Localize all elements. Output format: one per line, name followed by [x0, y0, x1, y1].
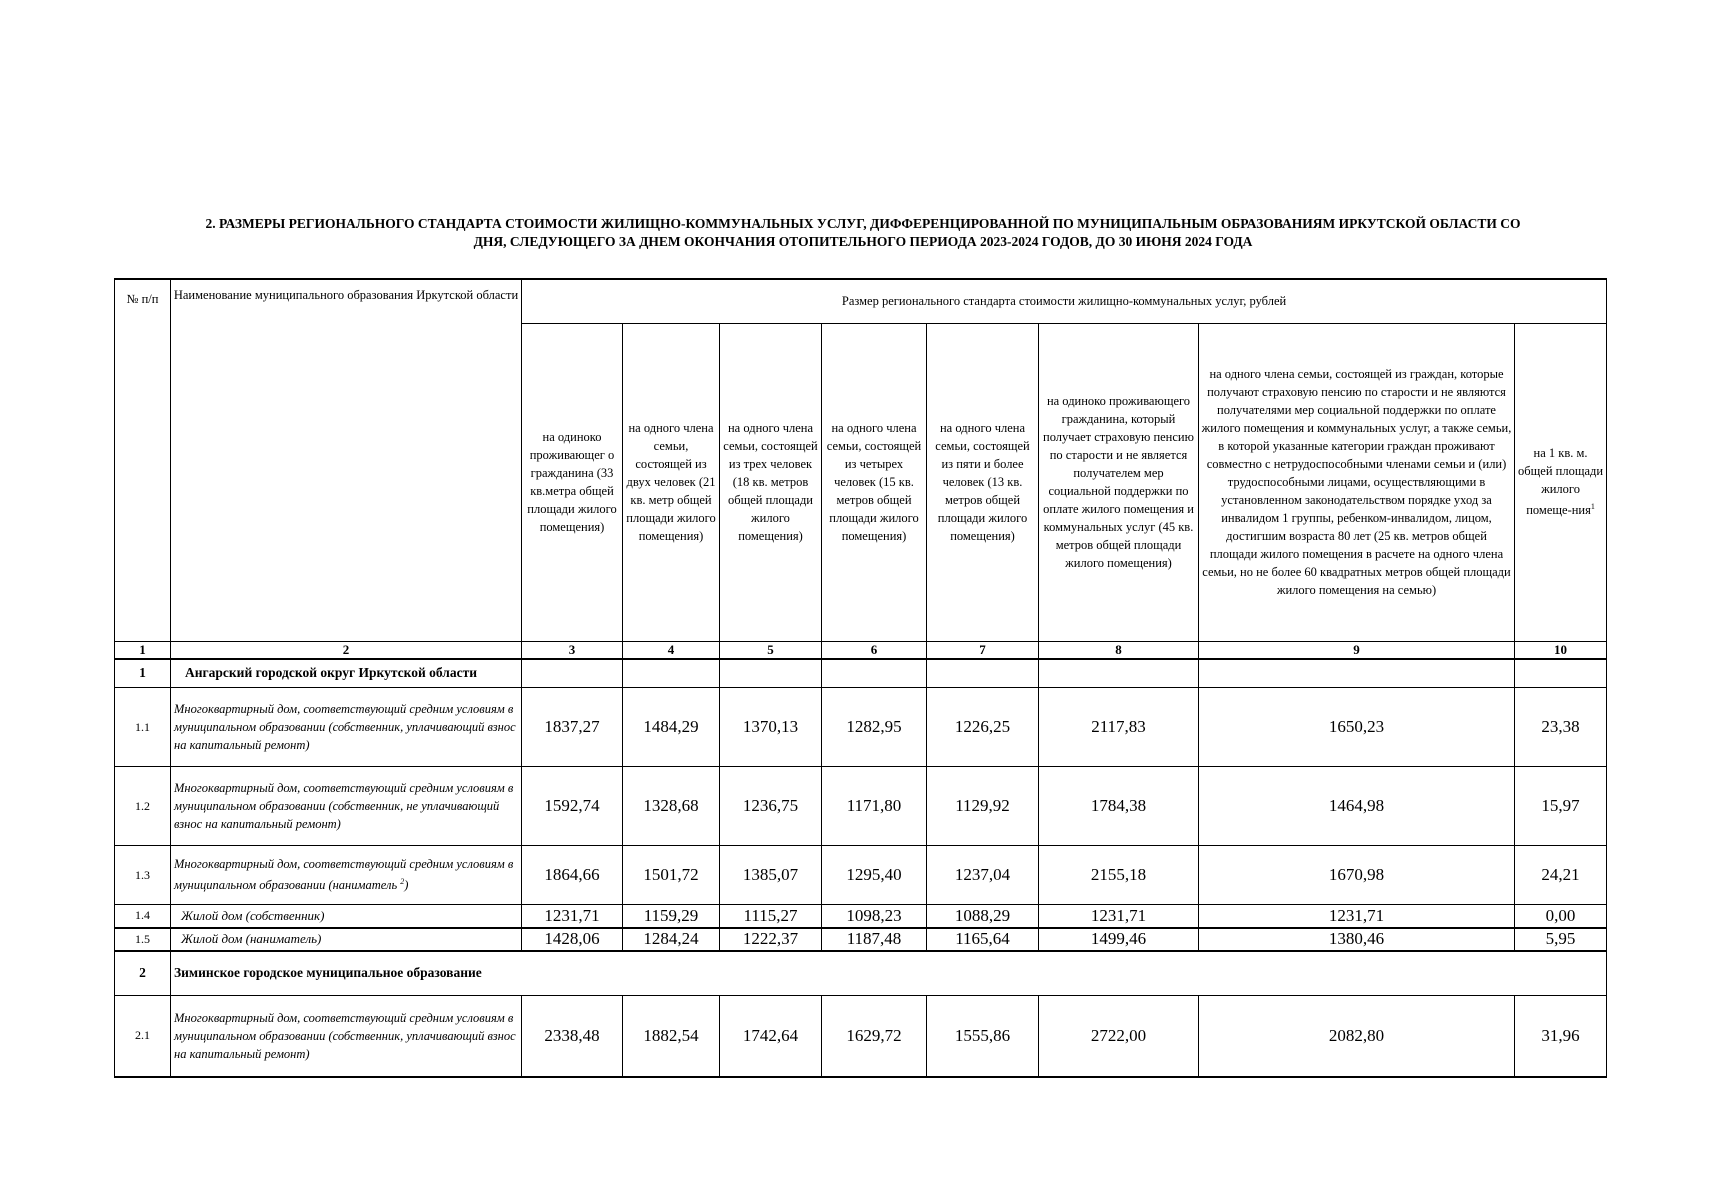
- value-cell: 1837,27: [522, 688, 623, 767]
- value-cell: 1231,71: [1199, 905, 1515, 928]
- value-cell: 1231,71: [522, 905, 623, 928]
- value-cell: 1171,80: [822, 767, 927, 846]
- index-cell: 5: [720, 641, 822, 659]
- value-cell: 1650,23: [1199, 688, 1515, 767]
- table-row: [115, 928, 1607, 951]
- title-line-2: ДНЯ, СЛЕДУЮЩЕГО ЗА ДНЕМ ОКОНЧАНИЯ ОТОПИТЕЛЬНОГО ПЕРИОДА 2023-2024 ГОДОВ, ДО 30 ИЮНЯ 2024 ГОДА: [473, 234, 1253, 249]
- header-col-10: [1515, 323, 1607, 641]
- section-number: 1: [115, 659, 171, 688]
- value-cell: 1284,24: [623, 928, 720, 951]
- row-number: 1.1: [115, 688, 171, 767]
- table-row: [115, 767, 1607, 846]
- value-cell: 1129,92: [927, 767, 1039, 846]
- standard-cost-table: [114, 278, 1607, 1078]
- section-row: [115, 659, 1607, 688]
- value-cell: 1670,98: [1199, 846, 1515, 905]
- value-cell: 1236,75: [720, 767, 822, 846]
- value-cell: 5,95: [1515, 928, 1607, 951]
- row-number: 1.2: [115, 767, 171, 846]
- row-number: 2.1: [115, 996, 171, 1077]
- row-name-footnote: 2: [400, 877, 405, 887]
- header-col-5: на одного члена семьи, состоящей из трех человек (18 кв. метров общей площади жилого помещения): [720, 323, 822, 641]
- value-cell: 1115,27: [720, 905, 822, 928]
- value-cell: 1629,72: [822, 996, 927, 1077]
- row-name: Многоквартирный дом, соответствующий средним условиям в муниципальном образовании (собственник, не уплачивающий взнос на капитальный ремонт): [171, 767, 522, 846]
- value-cell: 1282,95: [822, 688, 927, 767]
- table-row: [115, 996, 1607, 1077]
- value-cell: 1098,23: [822, 905, 927, 928]
- value-cell: 1484,29: [623, 688, 720, 767]
- row-number: 1.3: [115, 846, 171, 905]
- value-cell: 1428,06: [522, 928, 623, 951]
- section-name: Зиминское городское муниципальное образование: [171, 951, 1607, 996]
- row-name: [171, 846, 522, 905]
- header-col-8: на одиноко проживающего гражданина, который получает страховую пенсию по старости и не является получателем мер социальной поддержки по оплате жилого помещения и коммунальных услуг (45 кв. метров общей площади жилого помещения): [1039, 323, 1199, 641]
- table-row: [115, 846, 1607, 905]
- row-name: Жилой дом (собственник): [171, 905, 522, 928]
- value-cell: 2722,00: [1039, 996, 1199, 1077]
- index-cell: 6: [822, 641, 927, 659]
- row-name: Многоквартирный дом, соответствующий средним условиям в муниципальном образовании (собственник, уплачивающий взнос на капитальный ремонт): [171, 688, 522, 767]
- value-cell: 1385,07: [720, 846, 822, 905]
- section-row: [115, 951, 1607, 996]
- row-name: Жилой дом (наниматель): [171, 928, 522, 951]
- row-number: 1.5: [115, 928, 171, 951]
- value-cell: 1464,98: [1199, 767, 1515, 846]
- value-cell: 0,00: [1515, 905, 1607, 928]
- table-row: [115, 905, 1607, 928]
- header-col-num: № п/п: [115, 279, 171, 641]
- value-cell: 1592,74: [522, 767, 623, 846]
- value-cell: 24,21: [1515, 846, 1607, 905]
- value-cell: 1882,54: [623, 996, 720, 1077]
- section-number: 2: [115, 951, 171, 996]
- value-cell: 2338,48: [522, 996, 623, 1077]
- value-cell: 1555,86: [927, 996, 1039, 1077]
- index-cell: 7: [927, 641, 1039, 659]
- table-row: [115, 688, 1607, 767]
- index-cell: 2: [171, 641, 522, 659]
- value-cell: 1370,13: [720, 688, 822, 767]
- index-cell: 9: [1199, 641, 1515, 659]
- value-cell: 1784,38: [1039, 767, 1199, 846]
- value-cell: 1501,72: [623, 846, 720, 905]
- value-cell: 2117,83: [1039, 688, 1199, 767]
- row-number: 1.4: [115, 905, 171, 928]
- header-col-7: на одного члена семьи, состоящей из пяти и более человек (13 кв. метров общей площади жилого помещения): [927, 323, 1039, 641]
- header-col-10-text: на 1 кв. м. общей площади жилого помеще-ния: [1518, 446, 1604, 518]
- value-cell: 1328,68: [623, 767, 720, 846]
- header-col-4: на одного члена семьи, состоящей из двух человек (21 кв. метр общей площади жилого помещения): [623, 323, 720, 641]
- value-cell: 23,38: [1515, 688, 1607, 767]
- value-cell: 1295,40: [822, 846, 927, 905]
- index-cell: 3: [522, 641, 623, 659]
- index-cell: 4: [623, 641, 720, 659]
- header-col-name: Наименование муниципального образования Иркутской области: [171, 279, 522, 641]
- index-cell: 10: [1515, 641, 1607, 659]
- value-cell: 1499,46: [1039, 928, 1199, 951]
- value-cell: 1237,04: [927, 846, 1039, 905]
- value-cell: 1864,66: [522, 846, 623, 905]
- index-cell: 8: [1039, 641, 1199, 659]
- value-cell: 1159,29: [623, 905, 720, 928]
- value-cell: 15,97: [1515, 767, 1607, 846]
- header-col-10-footnote: 1: [1590, 502, 1595, 512]
- header-col-6: на одного члена семьи, состоящей из четырех человек (15 кв. метров общей площади жилого помещения): [822, 323, 927, 641]
- value-cell: 1165,64: [927, 928, 1039, 951]
- value-cell: 1187,48: [822, 928, 927, 951]
- value-cell: 2082,80: [1199, 996, 1515, 1077]
- value-cell: 1222,37: [720, 928, 822, 951]
- page-title: [118, 215, 1608, 251]
- value-cell: 1380,46: [1199, 928, 1515, 951]
- value-cell: 2155,18: [1039, 846, 1199, 905]
- title-line-1: 2. РАЗМЕРЫ РЕГИОНАЛЬНОГО СТАНДАРТА СТОИМОСТИ ЖИЛИЩНО-КОММУНАЛЬНЫХ УСЛУГ, ДИФФЕРЕНЦИРОВАННОЙ ПО МУНИЦИПАЛЬНЫМ ОБРАЗОВАНИЯМ ИРКУТСКОЙ ОБЛАСТИ СО: [205, 216, 1521, 231]
- index-cell: 1: [115, 641, 171, 659]
- value-cell: 1088,29: [927, 905, 1039, 928]
- value-cell: 31,96: [1515, 996, 1607, 1077]
- section-name: Ангарский городской округ Иркутской области: [171, 659, 522, 688]
- header-col-9: на одного члена семьи, состоящей из граждан, которые получают страховую пенсию по старости и не являются получателями мер социальной поддержки по оплате жилого помещения и коммунальных услуг, а также семьи, в которой указанные категории граждан проживают совместно с нетрудоспособными членами семьи и (или) трудоспособными лицами, осуществляющими в установленном законодательством порядке уход за инвалидом 1 группы, ребенком-инвалидом, лицом, достигшим возраста 80 лет (25 кв. метров общей площади жилого помещения в расчете на одного члена семьи, но не более 60 квадратных метров общей площади жилого помещения на семью): [1199, 323, 1515, 641]
- header-col-3: на одиноко проживающег о гражданина (33 кв.метра общей площади жилого помещения): [522, 323, 623, 641]
- value-cell: 1226,25: [927, 688, 1039, 767]
- value-cell: 1231,71: [1039, 905, 1199, 928]
- value-cell: 1742,64: [720, 996, 822, 1077]
- header-group: Размер регионального стандарта стоимости жилищно-коммунальных услуг, рублей: [522, 279, 1607, 323]
- row-name-end: ): [404, 878, 409, 893]
- row-name: Многоквартирный дом, соответствующий средним условиям в муниципальном образовании (собственник, уплачивающий взнос на капитальный ремонт): [171, 996, 522, 1077]
- row-name-text: Многоквартирный дом, соответствующий средним условиям в муниципальном образовании (наниматель: [174, 857, 514, 893]
